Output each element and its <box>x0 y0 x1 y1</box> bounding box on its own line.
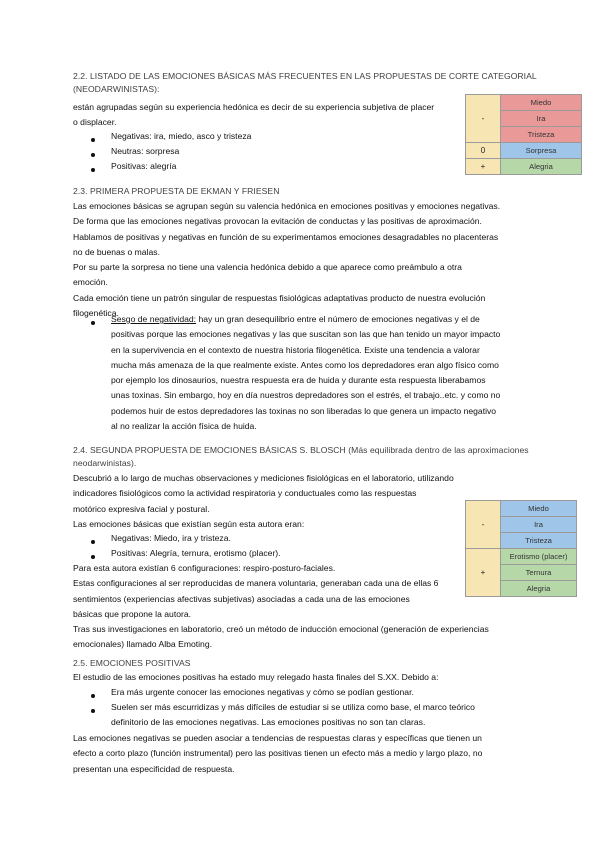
negative-sign: - <box>466 95 501 143</box>
cell-erotismo: Erotismo (placer) <box>501 549 577 565</box>
section-2-4-after: Para esta autora existían 6 configuraciones: respiro-posturo-faciales. Estas configuraciones al ser reproducidas de manera voluntaria, generaban cada una de ellas 6 sentimientos (experiencias afectivas subjetivas) asociadas a cada una de las emociones básicas que propone la autora. Tras sus investigaciones en laboratorio, creó un método de inducción emocional (generación de experiencias emocionales) llamado Alba Emoting. <box>73 563 489 650</box>
positive-sign: + <box>466 549 501 597</box>
section-2-5-heading: 2.5. EMOCIONES POSITIVAS <box>73 658 191 668</box>
table-row <box>466 95 582 111</box>
cell-ternura: Ternura <box>501 565 577 581</box>
section-2-5-intro: El estudio de las emociones positivas ha estado muy relegado hasta finales del S.XX. Debido a: <box>73 672 439 682</box>
bullet-icon <box>91 168 95 172</box>
positive-sign: + <box>466 159 501 175</box>
bullet-icon <box>91 709 95 713</box>
bullet-icon <box>91 138 95 142</box>
bullet-icon <box>91 153 95 157</box>
section-2-2-intro: están agrupadas según su experiencia hedónica es decir de su experiencia subjetiva de placer o displacer. <box>73 102 435 128</box>
cell-ira: Ira <box>501 517 577 533</box>
list-item: Negativas: Miedo, ira y tristeza. <box>111 533 231 543</box>
section-2-3-heading: 2.3. PRIMERA PROPUESTA DE EKMAN Y FRIESEN <box>73 186 280 196</box>
cell-miedo: Miedo <box>501 95 582 111</box>
section-2-4-heading: 2.4. SEGUNDA PROPUESTA DE EMOCIONES BÁSICAS S. BLOSCH (Más equilibrada dentro de las aproximaciones neodarwinistas). <box>73 445 529 468</box>
bullet-icon <box>91 694 95 698</box>
list-item: Positivas: alegría <box>111 161 177 171</box>
emotion-valence-table-1 <box>465 94 582 175</box>
table-row <box>466 143 582 159</box>
cell-tristeza: Tristeza <box>501 127 582 143</box>
cell-sorpresa: Sorpresa <box>501 143 582 159</box>
section-2-2-heading: 2.2. LISTADO DE LAS EMOCIONES BÁSICAS MÁS FRECUENTES EN LAS PROPUESTAS DE CORTE CATEGORIAL (NEODARWINISTAS): <box>73 71 537 94</box>
section-2-3-body: Las emociones básicas se agrupan según su valencia hedónica en emociones positivas y emociones negativas. De forma que las emociones negativas provocan la evitación de conductas y las positivas de aproximación. Hablamos de positivas y negativas en función de su experimentamos emociones desagradables no placenteras no de buenas o malas. Por su parte la sorpresa no tiene una valencia hedónica debido a que aparece como preámbulo a otra emoción. Cada emoción tiene un patrón singular de respuestas fisiológicas adaptativas producto de nuestra evolución filogenética. <box>73 201 501 319</box>
negativity-bias-item: Sesgo de negatividad: hay un gran desequilibrio entre el número de emociones negativas y el de positivas porque las emociones negativas y las que suscitan son las que han tenido un mayor impacto en la supervivencia en el contexto de nuestra historia filogenética. Existe una tendencia a valorar mucha más amenaza de la que realmente existe. Antes como los depredadores eran algo físico como por ejemplo los dinosaurios, nuestra respuesta era de huida y durante esta respuesta liberabamos unas toxinas. Sin embargo, hoy en día nuestros depredadores son el estrés, el trabajo..etc. y como no podemos huir de estos depredadores las toxinas no son liberadas lo que genera un impacto negativo al no realizar la acción física de huida. <box>111 314 501 432</box>
list-item: Era más urgente conocer las emociones negativas y cómo se podían gestionar. <box>111 687 414 697</box>
neutral-sign: 0 <box>466 143 501 159</box>
list-item: Suelen ser más escurridizas y más difíciles de estudiar si se utiliza como base, el marco teórico definitorio de las emociones negativas. Las emociones positivas no son tan claras. <box>111 702 475 728</box>
list-item: Neutras: sorpresa <box>111 146 180 156</box>
emotion-valence-table-2 <box>465 500 577 597</box>
cell-alegria: Alegria <box>501 159 582 175</box>
table-row <box>466 501 577 517</box>
section-2-4-body: Descubrió a lo largo de muchas observaciones y mediciones fisiológicas en el laboratorio, utilizando indicadores fisiológicos como la actividad respiratoria y conductuales como las respuestas motórico expresiva facial y postural. Las emociones básicas que existían según esta autora eran: <box>73 473 454 529</box>
bullet-icon <box>91 555 95 559</box>
negative-sign: - <box>466 501 501 549</box>
negativity-bias-label: Sesgo de negatividad: <box>111 314 197 324</box>
bullet-icon <box>91 321 95 325</box>
cell-tristeza: Tristeza <box>501 533 577 549</box>
cell-miedo: Miedo <box>501 501 577 517</box>
cell-ira: Ira <box>501 111 582 127</box>
list-item: Negativas: ira, miedo, asco y tristeza <box>111 131 252 141</box>
section-2-5-after: Las emociones negativas se pueden asociar a tendencias de respuestas claras y específicas que tienen un efecto a corto plazo (función instrumental) pero las positivas tienen un efecto más a medio y largo plazo, no presentan una especificidad de respuesta. <box>73 733 483 774</box>
bullet-icon <box>91 540 95 544</box>
table-row <box>466 549 577 565</box>
table-row <box>466 159 582 175</box>
list-item: Positivas: Alegría, ternura, erotismo (placer). <box>111 548 281 558</box>
cell-alegria: Alegria <box>501 581 577 597</box>
